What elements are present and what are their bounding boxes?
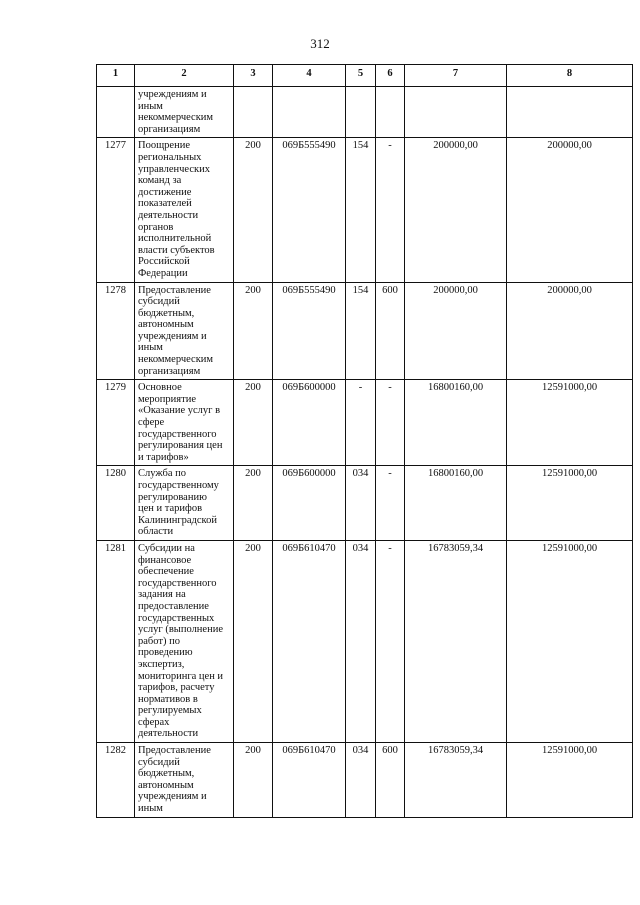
row-code xyxy=(234,87,273,138)
row-name-line: субсидий xyxy=(138,296,180,308)
row-number xyxy=(97,87,135,138)
row-sum-1: 200000,00 xyxy=(405,282,507,380)
row-number: 1279 xyxy=(97,380,135,466)
row-name-line: тарифов, расчету xyxy=(138,682,215,694)
row-name-line: Федерации xyxy=(138,267,188,279)
row-target-code: 069Б610470 xyxy=(273,743,346,818)
row-target-code: 069Б600000 xyxy=(273,380,346,466)
row-name-line: государственного xyxy=(138,577,217,589)
row-name-line: показателей xyxy=(138,198,192,210)
table-header xyxy=(97,65,633,87)
header-col-3: 3 xyxy=(234,65,273,87)
row-name-line: Предоставление xyxy=(138,284,211,296)
row-code: 200 xyxy=(234,466,273,541)
row-section: 154 xyxy=(346,282,376,380)
row-name-line: Основное xyxy=(138,382,182,394)
row-name-line: деятельности xyxy=(138,209,199,221)
header-row xyxy=(97,65,633,87)
row-number: 1281 xyxy=(97,540,135,742)
row-number: 1278 xyxy=(97,282,135,380)
row-name xyxy=(135,743,234,818)
row-name-line: некоммерческим xyxy=(138,112,214,124)
row-sum-1: 200000,00 xyxy=(405,138,507,282)
row-name-line: некоммерческим xyxy=(138,354,214,366)
row-name-line: и тарифов» xyxy=(138,451,189,463)
header-col-2: 2 xyxy=(135,65,234,87)
row-section: 034 xyxy=(346,466,376,541)
row-name-line: мониторинга цен и xyxy=(138,670,224,682)
row-sum-1: 16800160,00 xyxy=(405,466,507,541)
row-section: 034 xyxy=(346,540,376,742)
row-code: 200 xyxy=(234,282,273,380)
row-sum-2: 12591000,00 xyxy=(507,540,633,742)
row-sum-1: 16783059,34 xyxy=(405,743,507,818)
table-row xyxy=(97,466,633,541)
header-col-8: 8 xyxy=(507,65,633,87)
row-code: 200 xyxy=(234,380,273,466)
row-name-line: организациям xyxy=(138,123,201,135)
row-name-line: власти субъектов xyxy=(138,244,215,256)
row-name xyxy=(135,380,234,466)
table-row xyxy=(97,540,633,742)
row-sum-1: 16783059,34 xyxy=(405,540,507,742)
row-name-line: финансовое xyxy=(138,554,192,566)
row-name-line: бюджетным, xyxy=(138,768,195,780)
row-sum-1: 16800160,00 xyxy=(405,380,507,466)
row-section: 154 xyxy=(346,138,376,282)
row-sum-2: 12591000,00 xyxy=(507,743,633,818)
table-row xyxy=(97,380,633,466)
row-name-line: управленческих xyxy=(138,163,210,175)
row-name-line: работ) по xyxy=(138,635,180,647)
row-sum-2: 12591000,00 xyxy=(507,466,633,541)
row-section: 034 xyxy=(346,743,376,818)
row-section: - xyxy=(346,380,376,466)
row-name-line: цен и тарифов xyxy=(138,503,203,515)
row-name-line: государственного xyxy=(138,428,217,440)
row-name-line: сфере xyxy=(138,417,165,429)
row-number: 1277 xyxy=(97,138,135,282)
header-col-5: 5 xyxy=(346,65,376,87)
row-section xyxy=(346,87,376,138)
table-row xyxy=(97,743,633,818)
row-name-line: области xyxy=(138,526,174,538)
row-expense-type: - xyxy=(376,540,405,742)
row-sum-1 xyxy=(405,87,507,138)
row-sum-2: 12591000,00 xyxy=(507,380,633,466)
row-expense-type: - xyxy=(376,138,405,282)
row-name-line: нормативов в xyxy=(138,693,198,705)
row-name-line: Калининградской xyxy=(138,514,217,526)
row-target-code: 069Б610470 xyxy=(273,540,346,742)
row-name xyxy=(135,282,234,380)
row-sum-2: 200000,00 xyxy=(507,138,633,282)
table-row xyxy=(97,138,633,282)
row-name-line: экспертиз, xyxy=(138,658,185,670)
row-name-line: учреждениям и xyxy=(138,791,207,803)
header-col-6: 6 xyxy=(376,65,405,87)
row-code: 200 xyxy=(234,540,273,742)
row-code: 200 xyxy=(234,743,273,818)
table-row xyxy=(97,282,633,380)
row-name-line: проведению xyxy=(138,647,193,659)
table-body xyxy=(97,87,633,818)
row-name-line: регулированию xyxy=(138,491,207,503)
row-target-code: 069Б555490 xyxy=(273,138,346,282)
row-name-line: учреждениям и xyxy=(138,89,207,100)
row-name-line: деятельности xyxy=(138,728,199,740)
row-name-line: автономным xyxy=(138,319,194,331)
row-name-line: автономным xyxy=(138,779,194,791)
row-number: 1282 xyxy=(97,743,135,818)
row-name-line: достижение xyxy=(138,186,192,198)
page-number: 312 xyxy=(310,36,330,51)
budget-table xyxy=(96,64,633,818)
row-name-line: субсидий xyxy=(138,756,180,768)
header-col-4: 4 xyxy=(273,65,346,87)
row-number: 1280 xyxy=(97,466,135,541)
row-target-code: 069Б600000 xyxy=(273,466,346,541)
row-sum-2: 200000,00 xyxy=(507,282,633,380)
row-name-line: иным xyxy=(138,342,163,354)
row-name-line: иным xyxy=(138,100,163,112)
row-name-line: государственных xyxy=(138,612,215,624)
row-name-line: «Оказание услуг в xyxy=(138,405,221,417)
row-name-line: команд за xyxy=(138,175,182,187)
row-name-line: государственному xyxy=(138,480,219,491)
row-expense-type: - xyxy=(376,380,405,466)
table-row xyxy=(97,87,633,138)
row-expense-type: - xyxy=(376,466,405,541)
row-name-line: регулируемых xyxy=(138,705,202,717)
row-name-line: Предоставление xyxy=(138,745,211,757)
row-name xyxy=(135,138,234,282)
row-name-line: Поощрение xyxy=(138,140,190,152)
row-name-line: обеспечение xyxy=(138,566,194,578)
row-name-line: услуг (выполнение xyxy=(138,624,223,636)
row-name-line: мероприятие xyxy=(138,393,196,405)
row-name-line: предоставление xyxy=(138,600,209,612)
row-code: 200 xyxy=(234,138,273,282)
row-target-code xyxy=(273,87,346,138)
row-name-line: Российской xyxy=(138,256,190,268)
row-name-line: Субсидии на xyxy=(138,542,195,554)
row-name-line: задания на xyxy=(138,589,186,601)
row-expense-type: 600 xyxy=(376,743,405,818)
row-name-line: Служба по xyxy=(138,468,186,480)
row-name xyxy=(135,87,234,138)
row-name-line: региональных xyxy=(138,151,202,163)
row-name xyxy=(135,466,234,541)
row-sum-2 xyxy=(507,87,633,138)
row-name-line: бюджетным, xyxy=(138,307,195,319)
header-col-7: 7 xyxy=(405,65,507,87)
row-name-line: иным xyxy=(138,803,163,815)
row-expense-type xyxy=(376,87,405,138)
row-name-line: организациям xyxy=(138,365,201,377)
row-name xyxy=(135,540,234,742)
row-name-line: учреждениям и xyxy=(138,330,207,342)
row-target-code: 069Б555490 xyxy=(273,282,346,380)
row-name-line: органов xyxy=(138,221,174,233)
row-name-line: регулирования цен xyxy=(138,440,223,452)
header-col-1: 1 xyxy=(97,65,135,87)
row-name-line: сферах xyxy=(138,716,170,728)
row-name-line: исполнительной xyxy=(138,233,212,245)
row-expense-type: 600 xyxy=(376,282,405,380)
